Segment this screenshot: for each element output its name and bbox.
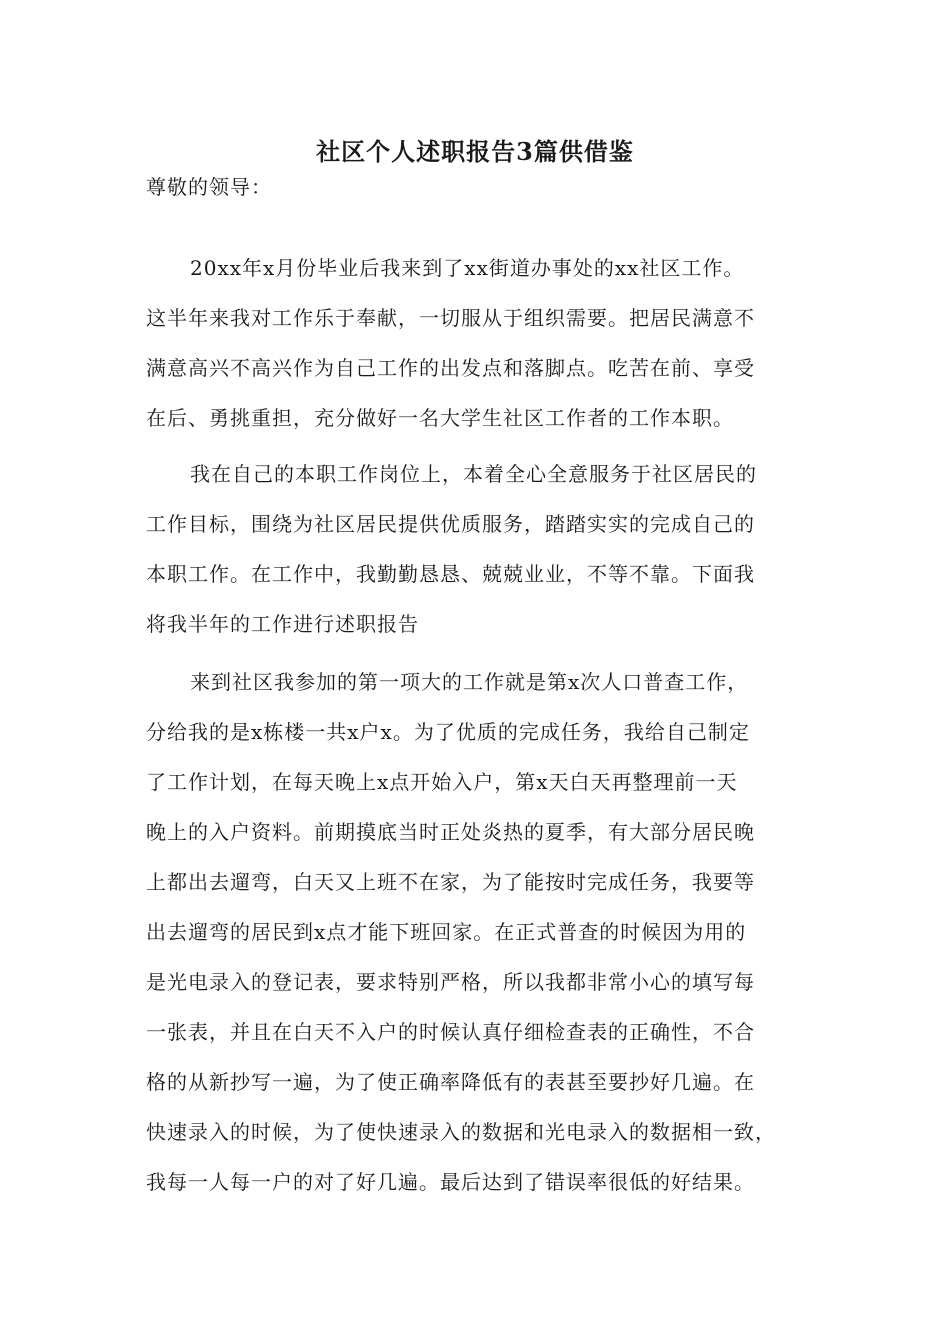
paragraph-line: 工作目标，围绕为社区居民提供优质服务，踏踏实实的完成自己的 — [146, 512, 755, 536]
paragraph-line: 在后、勇挑重担，充分做好一名大学生社区工作者的工作本职。 — [146, 406, 734, 430]
paragraph-line: 来到社区我参加的第一项大的工作就是第x次人口普查工作， — [190, 670, 749, 694]
paragraph-line: 我在自己的本职工作岗位上，本着全心全意服务于社区居民的 — [190, 462, 757, 486]
paragraph-2 — [146, 449, 816, 649]
paragraph-line: 上都出去遛弯，白天又上班不在家，为了能按时完成任务，我要等 — [146, 870, 755, 894]
paragraph-line: 20xx年x月份毕业后我来到了xx街道办事处的xx社区工作。 — [190, 256, 745, 280]
paragraph-line: 本职工作。在工作中，我勤勤恳恳、兢兢业业，不等不靠。下面我 — [146, 562, 755, 586]
document-title: 社区个人述职报告3篇供借鉴 — [316, 137, 634, 166]
paragraph-line: 出去遛弯的居民到x点才能下班回家。在正式普查的时候因为用的 — [146, 920, 747, 944]
salutation: 尊敬的领导： — [146, 175, 272, 199]
paragraph-3 — [146, 657, 816, 1207]
paragraph-line: 满意高兴不高兴作为自己工作的出发点和落脚点。吃苦在前、享受 — [146, 356, 755, 380]
paragraph-line: 了工作计划，在每天晚上x点开始入户，第x天白天再整理前一天 — [146, 770, 738, 794]
paragraph-line: 分给我的是x栋楼一共x户x。为了优质的完成任务，我给自己制定 — [146, 720, 750, 744]
paragraph-line: 这半年来我对工作乐于奉献，一切服从于组织需要。把居民满意不 — [146, 306, 755, 330]
paragraph-1 — [146, 243, 816, 443]
paragraph-line: 格的从新抄写一遍，为了使正确率降低有的表甚至要抄好几遍。在 — [146, 1070, 755, 1094]
paragraph-line: 一张表，并且在白天不入户的时候认真仔细检查表的正确性，不合 — [146, 1020, 755, 1044]
paragraph-line: 快速录入的时候，为了使快速录入的数据和光电录入的数据相一致， — [146, 1120, 776, 1144]
paragraph-line: 是光电录入的登记表，要求特别严格，所以我都非常小心的填写每 — [146, 970, 755, 994]
paragraph-line: 将我半年的工作进行述职报告 — [146, 612, 419, 636]
paragraph-line: 我每一人每一户的对了好几遍。最后达到了错误率很低的好结果。 — [146, 1170, 755, 1194]
paragraph-line: 晚上的入户资料。前期摸底当时正处炎热的夏季，有大部分居民晚 — [146, 820, 755, 844]
